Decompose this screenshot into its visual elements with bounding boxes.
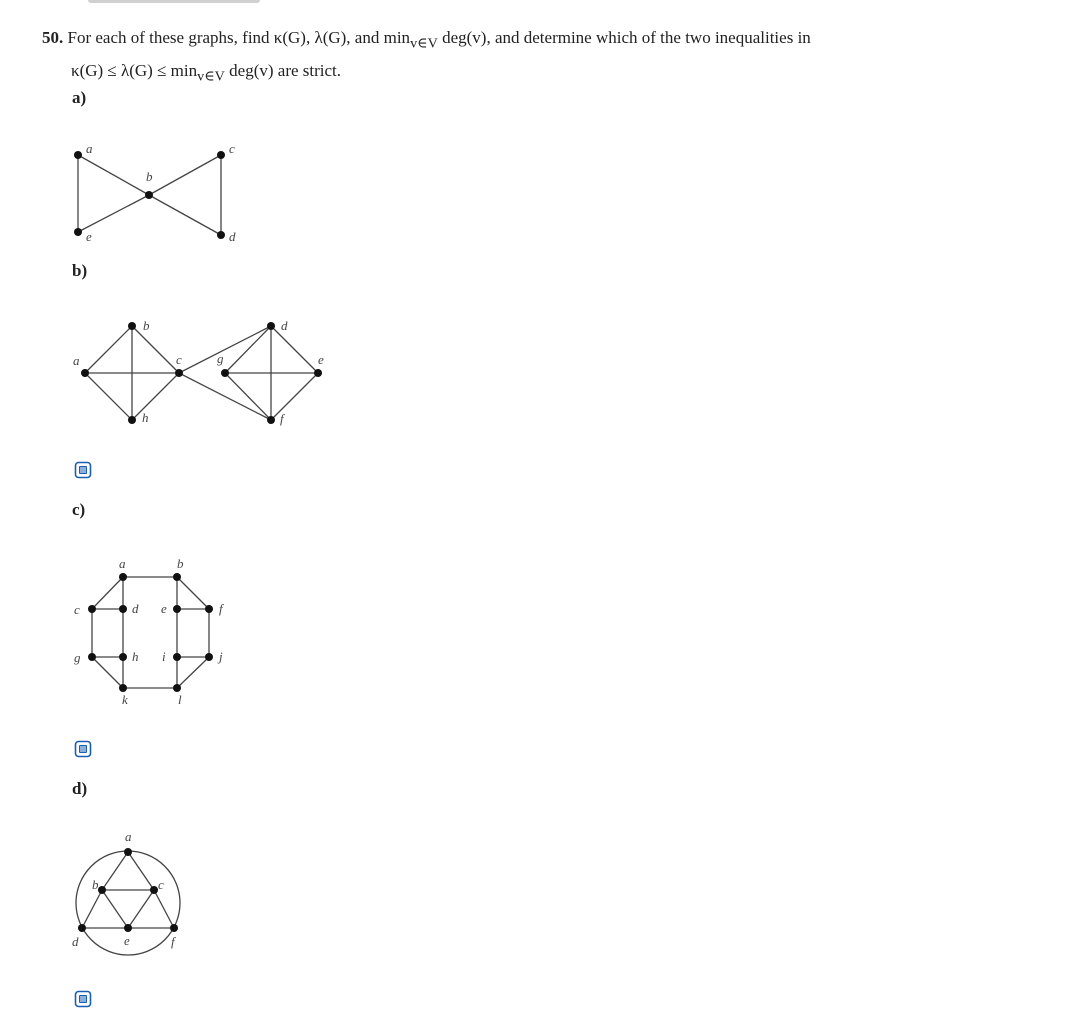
vertex-c	[175, 369, 183, 377]
vertex-label-c: c	[229, 141, 235, 156]
vertex-i	[173, 653, 181, 661]
graph-edge	[78, 155, 149, 195]
graph-edge	[85, 373, 132, 420]
part-a-label: a)	[72, 88, 87, 107]
vertex-e	[124, 924, 132, 932]
graph-edge	[225, 373, 271, 420]
vertex-b	[98, 886, 106, 894]
vertex-label-b: b	[92, 877, 99, 892]
graph-edge	[225, 326, 271, 373]
vertex-label-a: a	[125, 829, 132, 844]
vertex-c	[88, 605, 96, 613]
vertex-j	[205, 653, 213, 661]
vertex-label-d: d	[229, 229, 236, 244]
vertex-g	[88, 653, 96, 661]
notes-icon[interactable]	[74, 461, 92, 479]
vertex-label-e: e	[318, 352, 324, 367]
vertex-a	[74, 151, 82, 159]
vertex-label-a: a	[73, 353, 80, 368]
vertex-label-l: l	[178, 692, 182, 707]
vertex-label-h: h	[132, 649, 139, 664]
graph-edge	[102, 890, 128, 928]
graph-edge	[177, 577, 209, 609]
problem-text-1: For each of these graphs, find κ(G), λ(G), and min	[63, 28, 411, 47]
vertex-d	[119, 605, 127, 613]
vertex-b	[145, 191, 153, 199]
vertex-k	[119, 684, 127, 692]
problem-text-2: κ(G) ≤ λ(G) ≤ min	[71, 61, 198, 81]
vertex-b	[128, 322, 136, 330]
vertex-l	[173, 684, 181, 692]
graph-edge	[132, 373, 179, 420]
vertex-c	[217, 151, 225, 159]
vertex-h	[119, 653, 127, 661]
graph-edge	[271, 373, 318, 420]
graph-edge	[271, 326, 318, 373]
graph-edge	[177, 657, 209, 688]
vertex-label-c: c	[176, 352, 182, 367]
vertex-e	[74, 228, 82, 236]
vertex-label-a: a	[119, 556, 126, 571]
vertex-label-c: c	[158, 877, 164, 892]
vertex-e	[173, 605, 181, 613]
vertex-label-c: c	[74, 602, 80, 617]
graph-edge	[128, 890, 154, 928]
vertex-label-i: i	[162, 649, 166, 664]
top-divider	[88, 0, 260, 3]
graph-edge	[149, 155, 221, 195]
vertex-c	[150, 886, 158, 894]
vertex-label-g: g	[217, 351, 224, 366]
vertex-label-b: b	[143, 318, 150, 333]
graph-edge	[179, 326, 271, 373]
vertex-label-f: f	[280, 411, 284, 426]
vertex-label-b: b	[177, 556, 184, 571]
graph-edge	[78, 195, 149, 232]
vertex-h	[128, 416, 136, 424]
vertex-label-f: f	[219, 601, 223, 616]
problem-subscript-2: v∈V	[197, 68, 225, 85]
vertex-label-d: d	[72, 934, 79, 949]
graph-edge	[128, 852, 154, 890]
graph-d	[60, 825, 210, 965]
graph-c	[65, 550, 255, 720]
vertex-d	[78, 924, 86, 932]
vertex-g	[221, 369, 229, 377]
graph-edge	[179, 373, 271, 420]
vertex-label-k: k	[122, 692, 128, 707]
vertex-label-d: d	[281, 318, 288, 333]
graph-edge	[82, 890, 102, 928]
vertex-a	[81, 369, 89, 377]
vertex-label-f: f	[171, 934, 175, 949]
vertex-label-e: e	[124, 933, 130, 948]
vertex-label-d: d	[132, 601, 139, 616]
vertex-label-h: h	[142, 410, 149, 425]
vertex-label-e: e	[86, 229, 92, 244]
vertex-label-e: e	[161, 601, 167, 616]
notes-icon[interactable]	[74, 740, 92, 758]
part-c-label: c)	[72, 500, 86, 519]
vertex-d	[217, 231, 225, 239]
problem-text-1b: deg(v), and determine which of the two inequalities in	[437, 28, 811, 47]
vertex-f	[205, 605, 213, 613]
vertex-a	[124, 848, 132, 856]
vertex-b	[173, 573, 181, 581]
part-b-label: b)	[72, 261, 88, 280]
graph-b	[65, 315, 345, 435]
graph-edge	[149, 195, 221, 235]
problem-subscript-1: v∈V	[410, 35, 438, 52]
problem-statement	[42, 24, 1042, 91]
vertex-label-j: j	[219, 649, 223, 664]
vertex-label-a: a	[86, 141, 93, 156]
vertex-label-b: b	[146, 169, 153, 184]
vertex-d	[267, 322, 275, 330]
graph-edge	[92, 577, 123, 609]
graph-edge	[92, 657, 123, 688]
vertex-a	[119, 573, 127, 581]
graph-edge	[85, 326, 132, 373]
graph-edge	[154, 890, 174, 928]
part-d-label: d)	[72, 779, 88, 798]
problem-number: 50.	[42, 28, 64, 47]
vertex-f	[170, 924, 178, 932]
problem-text-2b: deg(v) are strict.	[224, 61, 342, 81]
graph-a	[60, 135, 260, 255]
notes-icon[interactable]	[74, 990, 92, 1008]
graph-edge	[132, 326, 179, 373]
vertex-e	[314, 369, 322, 377]
vertex-label-g: g	[74, 650, 81, 665]
vertex-f	[267, 416, 275, 424]
graph-edge	[102, 852, 128, 890]
